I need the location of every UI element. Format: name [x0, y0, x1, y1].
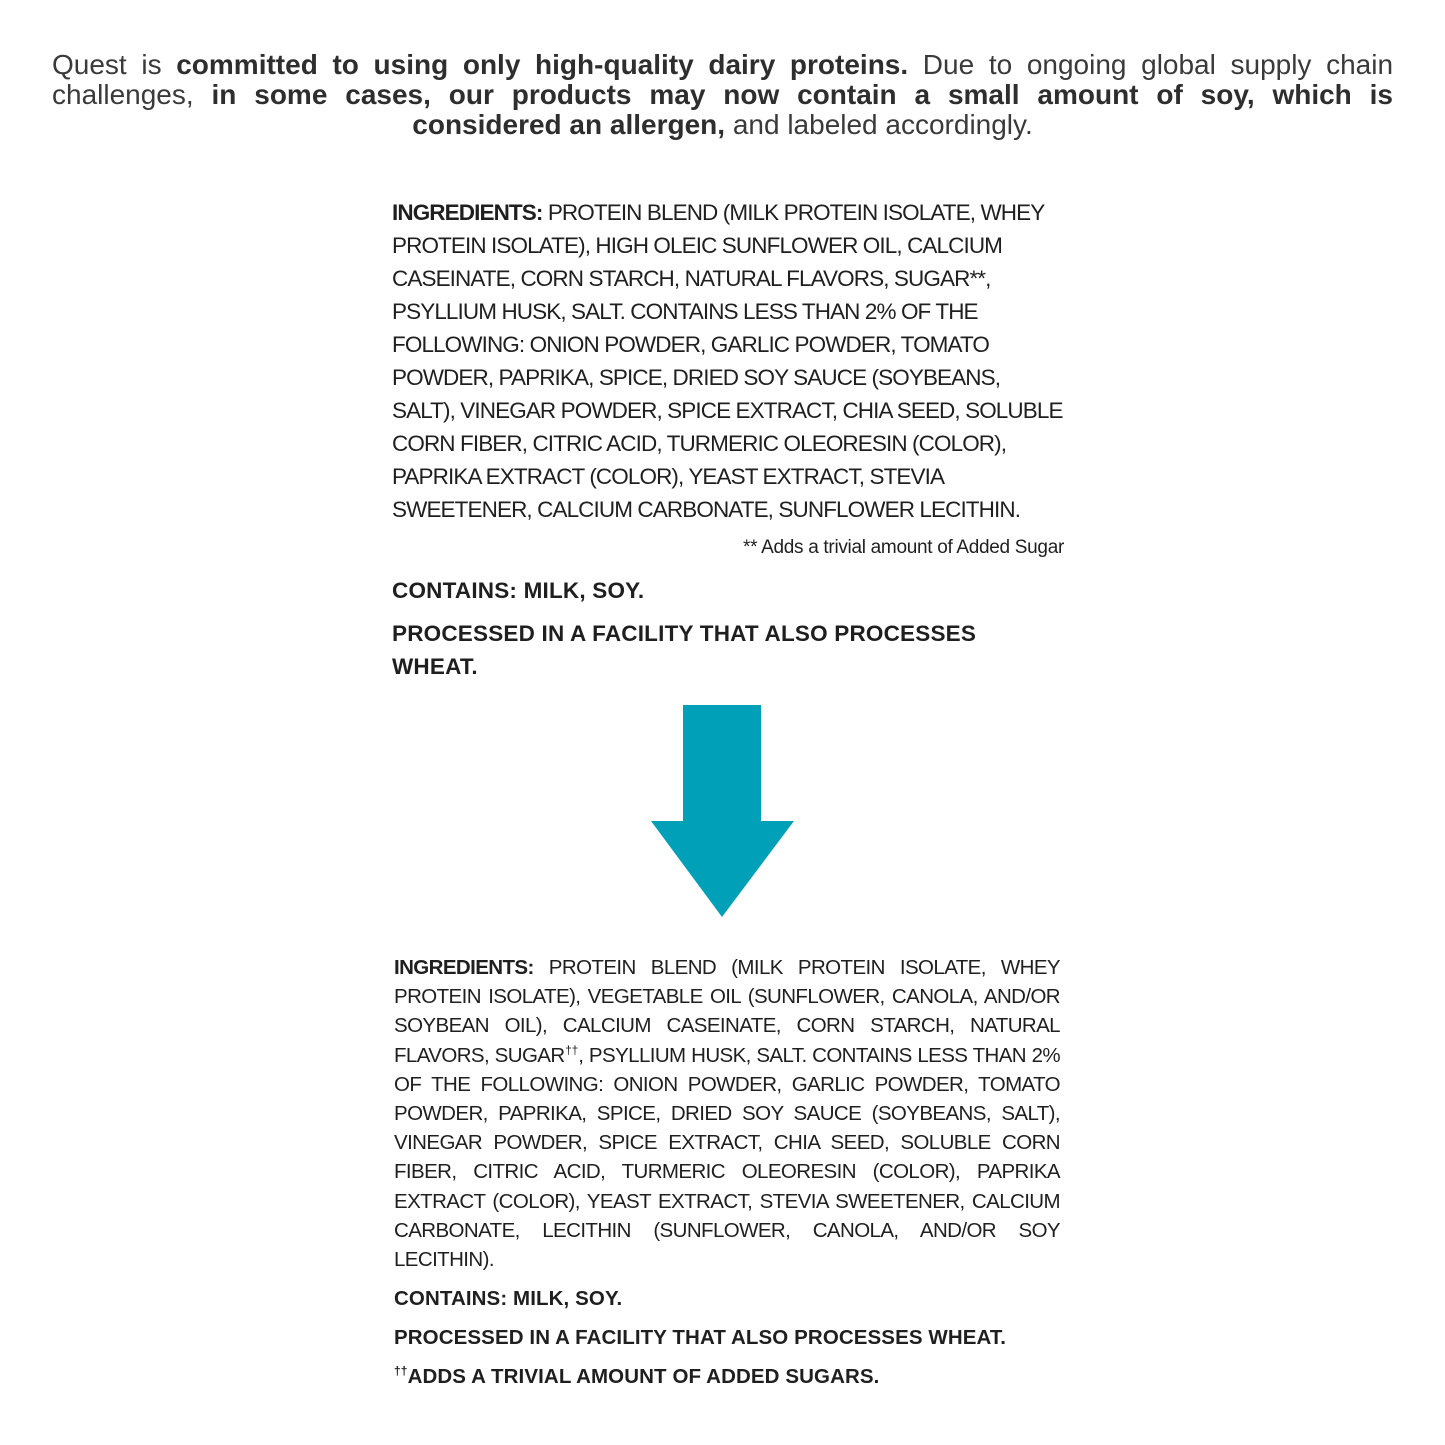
- allergen-notice: [52, 50, 1393, 140]
- notice-text-3: Due to ongoing global supply chain challenges,: [52, 49, 1394, 110]
- new-ingredients-label: [394, 953, 1060, 1391]
- new-contains-statement: CONTAINS: MILK, SOY.: [394, 1287, 623, 1311]
- old-ingredients-text: PROTEIN BLEND (MILK PROTEIN ISOLATE, WHEY PROTEIN ISOLATE), HIGH OLEIC SUNFLOWER OIL, CALCIUM CASEINATE, CORN STARCH, NATURAL FLAVORS, SUGAR**, PSYLLIUM HUSK, SALT. CONTAINS LESS THAN 2% OF THE FOLLOWING: ONION POWDER, GARLIC POWDER, TOMATO POWDER, PAPRIKA, SPICE, DRIED SOY SAUCE (SOYBEANS, SALT), VINEGAR POWDER, SPICE EXTRACT, CHIA SEED, SOLUBLE CORN FIBER, CITRIC ACID, TURMERIC OLEORESIN (COLOR), PAPRIKA EXTRACT (COLOR), YEAST EXTRACT, STEVIA SWEETENER, CALCIUM CARBONATE, SUNFLOWER LECITHIN.: [392, 200, 1063, 522]
- notice-text-1: Quest is: [52, 49, 177, 80]
- new-sugar-footnote: [394, 1363, 1060, 1391]
- notice-text-4: in some cases, our products may now contain a small amount of soy, which is considered an allergen,: [211, 79, 1393, 140]
- dagger-mark: ††: [564, 1042, 579, 1057]
- notice-text-2: committed to using only high-quality dairy proteins.: [176, 49, 909, 80]
- old-ingredients-heading: INGREDIENTS:: [392, 200, 543, 225]
- new-ingredients-text-1: PROTEIN BLEND (MILK PROTEIN ISOLATE, WHEY PROTEIN ISOLATE), VEGETABLE OIL (SUNFLOWER, CANOLA, AND/OR SOYBEAN OIL), CALCIUM CASEINATE, CORN STARCH, NATURAL FLAVORS, SUGAR: [394, 956, 1060, 1067]
- footnote-dagger-mark: ††: [394, 1364, 408, 1379]
- old-facility-statement: PROCESSED IN A FACILITY THAT ALSO PROCESSES WHEAT.: [392, 621, 977, 679]
- notice-text-5: and labeled accordingly.: [725, 109, 1033, 140]
- new-ingredients-heading: INGREDIENTS:: [394, 956, 534, 979]
- down-arrow-icon: [650, 705, 796, 924]
- down-arrow-shape: [651, 705, 794, 917]
- old-sugar-footnote: ** Adds a trivial amount of Added Sugar: [742, 537, 1064, 558]
- old-contains-statement: CONTAINS: MILK, SOY.: [392, 578, 645, 603]
- old-ingredients-label: [392, 196, 1064, 683]
- new-ingredients-paragraph: [394, 953, 1060, 1274]
- new-ingredients-text-2: , PSYLLIUM HUSK, SALT. CONTAINS LESS THAN 2% OF THE FOLLOWING: ONION POWDER, GARLIC POWDER, TOMATO POWDER, PAPRIKA, SPICE, DRIED SOY SAUCE (SOYBEANS, SALT), VINEGAR POWDER, SPICE EXTRACT, CHIA SEED, SOLUBLE CORN FIBER, CITRIC ACID, TURMERIC OLEORESIN (COLOR), PAPRIKA EXTRACT (COLOR), YEAST EXTRACT, STEVIA SWEETENER, CALCIUM CARBONATE, LECITHIN (SUNFLOWER, CANOLA, AND/OR SOY LECITHIN).: [394, 1043, 1060, 1272]
- new-facility-statement: PROCESSED IN A FACILITY THAT ALSO PROCESSES WHEAT.: [394, 1326, 1007, 1350]
- old-ingredients-paragraph: [392, 196, 1064, 526]
- new-sugar-footnote-text: ADDS A TRIVIAL AMOUNT OF ADDED SUGARS.: [407, 1365, 880, 1389]
